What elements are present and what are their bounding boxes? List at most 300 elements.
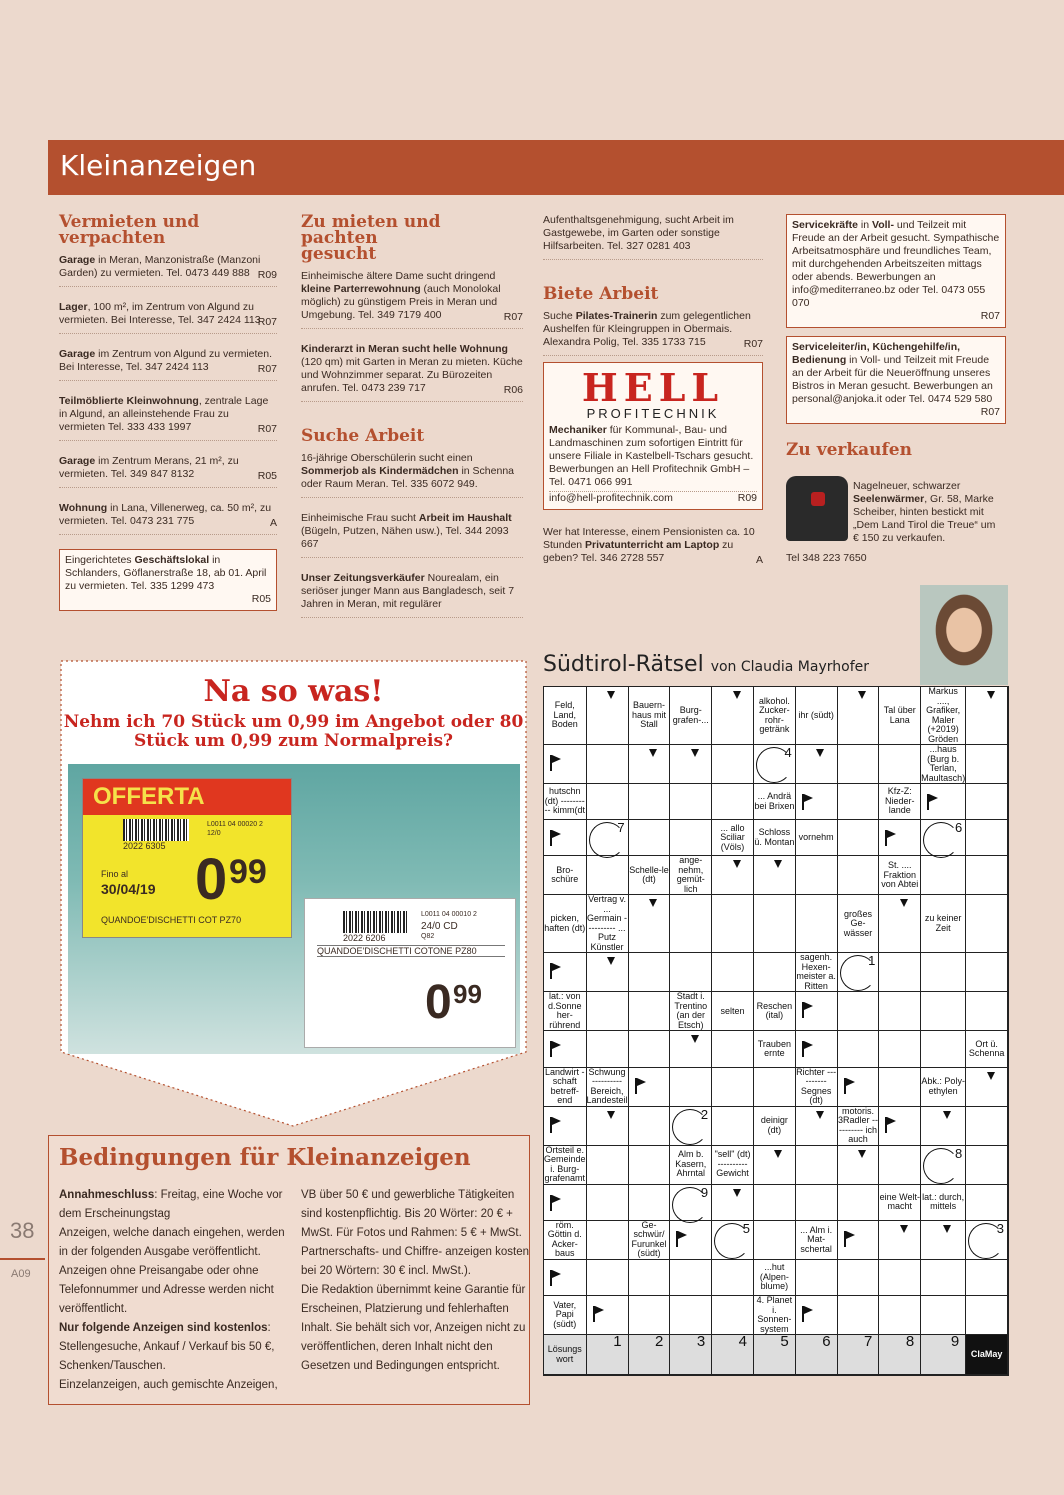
clue-arrow-down[interactable] xyxy=(921,1107,966,1146)
clue-cell xyxy=(544,784,587,820)
ad-code: R07 xyxy=(257,423,277,435)
clue-arrow-right-icon xyxy=(550,755,552,771)
crossword-cell[interactable] xyxy=(754,1068,796,1107)
clue-arrow-right-icon xyxy=(802,1041,804,1057)
classified-ad xyxy=(301,512,523,558)
promo-box xyxy=(60,660,527,1125)
crossword-cell[interactable] xyxy=(838,1221,880,1260)
hell-logo-text: HELL xyxy=(581,365,725,410)
clue-text: ... allo Sciliar (Völs) xyxy=(720,822,745,852)
tag-code: 2022 6305 xyxy=(123,841,166,851)
conditions-paragraph: Die Redaktion übernimmt keine Garantie für Erscheinen, Platzierung und fehlerhaften Inhalt. Sie behält sich vor, Anzeigen nicht zu veröffentlichen, deren Inhalt nicht den Gesetzen und Bedingungen entspricht. xyxy=(301,1284,526,1372)
clue-cell xyxy=(712,1146,754,1185)
crossword-cell[interactable] xyxy=(796,1031,838,1067)
clue-text: Schwung ---------- Bereich, Landesteil xyxy=(586,1066,628,1106)
ad-laptop xyxy=(543,526,763,571)
clue-arrow-down[interactable] xyxy=(838,1146,880,1185)
crossword-cell[interactable] xyxy=(587,784,629,820)
clue-text: picken, haften (dt) xyxy=(544,913,586,933)
crossword-cell[interactable] xyxy=(670,1068,712,1107)
rentals-title: Vermieten und verpachten xyxy=(59,212,200,248)
crossword-cell[interactable] xyxy=(838,745,880,784)
crossword-grid xyxy=(543,686,1009,1376)
clue-arrow-right-icon xyxy=(635,1078,637,1094)
crossword-cell[interactable] xyxy=(966,1296,1008,1335)
offer-tag xyxy=(82,778,292,938)
ad-continued xyxy=(543,214,763,260)
clue-text: Kfz-Z: Nieder-lande xyxy=(885,786,915,816)
ad-text: Nagelneuer, schwarzer xyxy=(853,480,961,492)
crossword-cell[interactable] xyxy=(629,1068,671,1107)
crossword-cell[interactable] xyxy=(629,1107,671,1146)
clue-arrow-down[interactable] xyxy=(796,1107,838,1146)
sale-phone: Tel 348 223 7650 xyxy=(786,552,867,564)
clue-cell xyxy=(838,895,880,953)
clue-cell xyxy=(838,1107,880,1146)
ad-code: R07 xyxy=(743,338,763,350)
crossword-cell[interactable] xyxy=(879,1068,921,1107)
tag-code: 2022 6206 xyxy=(343,933,386,943)
crossword-cell[interactable] xyxy=(629,992,671,1031)
clue-arrow-down[interactable] xyxy=(670,745,712,784)
clue-text: hutschn (dt) ---------- kimm(dt xyxy=(544,786,586,816)
ad-bold: Serviceleiter/in, Küchengehilfe/in, Bedienung xyxy=(792,341,961,366)
clue-text: ihr (südt) xyxy=(798,709,834,720)
ad-text: in Meran, Manzonistraße (Manzoni Garden) zu vermieten. Tel. 0473 449 888 xyxy=(59,254,261,279)
ad-bold: Garage xyxy=(59,254,96,266)
clue-arrow-right-icon xyxy=(885,1117,887,1133)
ad-text: , zentrale Lage in Algund, an alleinstehende Frau zu vermieten Tel. 333 433 1997 xyxy=(59,395,269,433)
tag-fino: Fino al xyxy=(101,869,129,879)
ad-code: R05 xyxy=(257,470,277,482)
crossword-cell[interactable] xyxy=(838,856,880,895)
ad-bold: Garage xyxy=(59,455,96,467)
crossword-cell[interactable] xyxy=(879,1260,921,1296)
hell-logo xyxy=(549,365,757,421)
crossword-cell[interactable] xyxy=(966,820,1008,856)
clue-text: ...haus (Burg b. Terlan, Maultasch) xyxy=(921,744,966,783)
crossword-cell[interactable] xyxy=(754,1185,796,1221)
crossword-cell[interactable] xyxy=(712,1107,754,1146)
clue-text: Markus ...., Grafiker, Maler (+2019) Gröden xyxy=(926,686,961,744)
crossword-cell[interactable] xyxy=(921,856,966,895)
crossword-cell[interactable] xyxy=(544,953,587,992)
crossword-cell[interactable] xyxy=(966,895,1008,953)
classified-ad xyxy=(301,270,523,329)
boxed-ad-bistro xyxy=(786,336,1006,424)
crossword-cell[interactable] xyxy=(587,1031,629,1067)
clue-cell xyxy=(879,687,921,745)
ad-pilates xyxy=(543,310,763,356)
tag-price: 0 xyxy=(195,847,228,912)
clue-text: Stadt i. Trentino (an der Etsch) xyxy=(674,991,708,1030)
clue-text: Feld, Land, Boden xyxy=(551,700,578,730)
crossword-cell[interactable] xyxy=(629,1146,671,1185)
solution-box[interactable]: 1 xyxy=(587,1335,629,1375)
column-services xyxy=(786,214,1006,576)
clue-arrow-down[interactable] xyxy=(587,1107,629,1146)
clue-cell xyxy=(544,1221,587,1260)
clue-cell xyxy=(587,895,629,953)
ad-text: Nourealam, ein seriöser junger Mann aus Bangladesch, seit 7 Jahren in Meran, mit regulärer xyxy=(301,572,515,610)
clue-cell xyxy=(796,687,838,745)
crossword-cell[interactable] xyxy=(544,1031,587,1067)
clue-text: Schloss ü. Montan xyxy=(754,827,795,847)
classified-ad xyxy=(301,452,523,498)
crossword-cell[interactable] xyxy=(921,1260,966,1296)
clue-arrow-down[interactable] xyxy=(629,895,671,953)
crossword-cell[interactable] xyxy=(544,1185,587,1221)
ad-bold: Servicekräfte xyxy=(792,219,858,231)
ad-text: (auch Monolokal möglich) zu günstigem Preis in Meran und Umgebung. Tel. 349 7179 400 xyxy=(301,283,501,321)
crossword-cell[interactable] xyxy=(796,856,838,895)
crossword-cell[interactable] xyxy=(796,992,838,1031)
crossword-cell[interactable] xyxy=(966,1185,1008,1221)
ad-bold: Unser Zeitungsverkäufer xyxy=(301,572,425,584)
ad-text: für Kommunal-, Bau- und Landmaschinen zum sofortigen Eintritt für unsere Filiale in Kastelbell-Tschars gesucht. Bewerbungen an Hell Profitechnik GmbH – Tel. 0471 066 991 xyxy=(549,424,754,488)
crossword-cell[interactable] xyxy=(587,1260,629,1296)
crossword-cell[interactable] xyxy=(879,1296,921,1335)
crossword-cell[interactable] xyxy=(712,1221,754,1260)
puzzle-title xyxy=(543,652,869,677)
crossword-cell[interactable] xyxy=(670,784,712,820)
clue-arrow-down[interactable] xyxy=(754,1146,796,1185)
crossword-cell[interactable] xyxy=(712,895,754,953)
clue-cell xyxy=(712,992,754,1031)
clue-cell xyxy=(921,745,966,784)
crossword-cell[interactable] xyxy=(670,953,712,992)
ad-code: R05 xyxy=(251,593,271,605)
crossword-cell[interactable] xyxy=(879,1031,921,1067)
hell-email[interactable]: info@hell-profitechnik.com xyxy=(549,492,673,504)
clue-arrow-down[interactable] xyxy=(838,687,880,745)
clue-text: lat.: durch, mittels xyxy=(922,1191,965,1212)
section-title: Kleinanzeigen xyxy=(60,149,257,182)
crossword-cell[interactable] xyxy=(796,784,838,820)
clue-cell xyxy=(670,992,712,1031)
crossword-cell[interactable] xyxy=(796,1296,838,1335)
crossword-cell[interactable] xyxy=(966,1146,1008,1185)
crossword-cell[interactable] xyxy=(838,1068,880,1107)
boxed-ad-shop xyxy=(59,549,277,611)
clue-text: Reschen (ital) xyxy=(756,1000,793,1021)
crossword-cell[interactable] xyxy=(921,784,966,820)
crossword-cell[interactable] xyxy=(544,1107,587,1146)
clue-arrow-right-icon xyxy=(593,1306,595,1322)
clue-arrow-down[interactable] xyxy=(921,1221,966,1260)
crossword-cell[interactable] xyxy=(838,992,880,1031)
conditions-text: Anzeigen, welche danach eingehen, werden in der folgenden Ausgabe veröffentlicht. Anzeigen ohne Preisangabe oder ohne Telefonnummer und Adresse werden nicht veröffentlicht. xyxy=(59,1227,285,1315)
crossword-cell[interactable] xyxy=(838,953,880,992)
crossword-cell[interactable] xyxy=(629,1185,671,1221)
crossword-cell[interactable] xyxy=(838,1185,880,1221)
price-tags-photo xyxy=(68,764,520,1054)
clue-arrow-down[interactable] xyxy=(754,856,796,895)
crossword-cell[interactable] xyxy=(544,820,587,856)
promo-subtitle: Nehm ich 70 Stück um 0,99 im Angebot oder 80 Stück um 0,99 zum Normalpreis? xyxy=(63,712,524,751)
crossword-cell[interactable] xyxy=(670,895,712,953)
ad-bold: Sommerjob als Kindermädchen xyxy=(301,465,459,477)
ad-text: Wer hat Interesse, einem Pensionisten ca. 10 Stunden xyxy=(543,526,755,551)
clue-cell xyxy=(544,992,587,1031)
crossword-cell[interactable] xyxy=(879,1107,921,1146)
ad-text: zum gelegentlichen Aushelfen für Kleingruppen in Obermais. Alexandra Polig, Tel. 335 1733 715 xyxy=(543,310,751,348)
conditions-paragraph xyxy=(59,1224,287,1319)
crossword-cell[interactable] xyxy=(879,1146,921,1185)
clue-arrow-down[interactable] xyxy=(670,1031,712,1067)
clue-arrow-down[interactable] xyxy=(966,1068,1008,1107)
crossword-cell[interactable] xyxy=(966,1107,1008,1146)
crossword-cell[interactable] xyxy=(838,1031,880,1067)
tag-ref2: Q82 xyxy=(421,933,435,940)
crossword-cell[interactable] xyxy=(544,1260,587,1296)
tag-product: QUANDOE'DISCHETTI COT PZ70 xyxy=(101,915,242,925)
puzzle-title-text: Südtirol-Rätsel xyxy=(543,652,704,677)
conditions-box xyxy=(48,1135,530,1405)
crossword-cell[interactable] xyxy=(838,1296,880,1335)
page-divider xyxy=(0,1258,45,1260)
clue-text: Landwirt -schaft betreff-end xyxy=(545,1066,585,1106)
ad-code: A xyxy=(755,554,763,566)
clue-cell xyxy=(544,1068,587,1107)
clue-text: Vater, Papi (südt) xyxy=(553,1299,577,1329)
ad-text: , Gr. 58, Marke Scheiber, hinten bestickt mit „Dem Land Tirol die Treue“ um € 150 zu verkaufen. xyxy=(853,493,996,544)
crossword-cell[interactable] xyxy=(966,784,1008,820)
ad-bold: Arbeit im Haushalt xyxy=(418,512,512,524)
crossword-cell[interactable] xyxy=(587,745,629,784)
clue-cell xyxy=(879,1185,921,1221)
crossword-cell[interactable] xyxy=(712,1296,754,1335)
column-rentals xyxy=(59,214,277,619)
clue-arrow-down[interactable] xyxy=(587,953,629,992)
normal-tag xyxy=(304,898,516,1048)
clue-cell xyxy=(544,687,587,745)
clue-arrow-down[interactable] xyxy=(879,895,921,953)
ad-code: R06 xyxy=(503,384,523,396)
ad-text: Einheimische ältere Dame sucht dringend xyxy=(301,270,496,282)
classified-ad xyxy=(59,395,277,441)
clue-arrow-right-icon xyxy=(550,963,552,979)
solution-box[interactable]: 9 xyxy=(921,1335,966,1375)
crossword-cell[interactable] xyxy=(712,1031,754,1067)
crossword-cell[interactable] xyxy=(921,1146,966,1185)
clue-cell xyxy=(796,953,838,992)
crossword-cell[interactable] xyxy=(966,1221,1008,1260)
crossword-cell[interactable] xyxy=(712,784,754,820)
clue-text: Ge-schwür/ Furunkel (südt) xyxy=(631,1219,667,1259)
crossword-cell[interactable] xyxy=(838,820,880,856)
jobsearch-title: Suche Arbeit xyxy=(301,426,425,446)
crossword-cell[interactable] xyxy=(712,1260,754,1296)
crossword-cell[interactable] xyxy=(587,1296,629,1335)
crossword-cell[interactable] xyxy=(921,1296,966,1335)
clue-text: ...hut (Alpen-blume) xyxy=(759,1262,789,1292)
solution-number: 4 xyxy=(784,745,792,760)
clue-text: Tal über Lana xyxy=(883,705,916,725)
classified-ad xyxy=(59,502,277,535)
crossword-cell[interactable] xyxy=(754,895,796,953)
ad-text: Suche xyxy=(543,310,576,322)
clue-text: lat.: von d.Sonne her-rührend xyxy=(548,991,582,1030)
sale-ad xyxy=(786,466,1006,576)
crossword-cell[interactable] xyxy=(670,1221,712,1260)
crossword-cell[interactable] xyxy=(712,745,754,784)
crossword-cell[interactable] xyxy=(587,1185,629,1221)
ad-text: in Voll- und Teilzeit mit Freude an der Arbeit für die Neueröffnung unseres Bistros in Meran gesucht. Bewerbungen an personal@anjoka.it oder Tel. 0474 529 580 xyxy=(792,354,993,405)
crossword-cell[interactable] xyxy=(629,820,671,856)
crossword-cell[interactable] xyxy=(796,1146,838,1185)
tag-size: 24/0 CD xyxy=(421,921,458,932)
clue-arrow-down[interactable] xyxy=(879,1221,921,1260)
barcode-icon xyxy=(123,819,189,841)
solution-box[interactable]: 4 xyxy=(712,1335,754,1375)
conditions-right xyxy=(301,1186,529,1376)
crossword-cell[interactable] xyxy=(796,1185,838,1221)
clue-cell xyxy=(921,895,966,953)
clue-arrow-right-icon xyxy=(550,1195,552,1211)
clue-arrow-right-icon xyxy=(802,1306,804,1322)
solution-box[interactable]: 8 xyxy=(879,1335,921,1375)
clue-arrow-right-icon xyxy=(550,830,552,846)
crossword-cell[interactable] xyxy=(879,992,921,1031)
crossword-cell[interactable] xyxy=(587,1221,629,1260)
crossword-cell[interactable] xyxy=(879,953,921,992)
clue-arrow-down[interactable] xyxy=(712,856,754,895)
crossword-cell[interactable] xyxy=(921,953,966,992)
crossword-cell[interactable] xyxy=(587,992,629,1031)
clue-arrow-down[interactable] xyxy=(712,687,754,745)
clue-arrow-down[interactable] xyxy=(587,687,629,745)
crossword-cell[interactable] xyxy=(966,856,1008,895)
clue-arrow-down[interactable] xyxy=(796,745,838,784)
promo-title: Na so was! xyxy=(203,674,384,709)
conditions-left xyxy=(59,1186,287,1395)
crossword-cell[interactable] xyxy=(587,1146,629,1185)
crossword-cell[interactable] xyxy=(838,784,880,820)
crossword-cell[interactable] xyxy=(712,953,754,992)
clue-text: St. .... Fraktion von Abtei xyxy=(881,860,919,890)
crossword-cell[interactable] xyxy=(796,895,838,953)
solution-number: 8 xyxy=(954,1145,963,1161)
tag-ref: L0011 04 00020 2 xyxy=(207,821,263,828)
crossword-cell[interactable] xyxy=(966,745,1008,784)
crossword-cell[interactable] xyxy=(754,745,796,784)
clue-text: Richter ---------- Segnes (dt) xyxy=(796,1066,837,1106)
clue-arrow-right-icon xyxy=(550,1117,552,1133)
classified-ad xyxy=(59,455,277,488)
classified-ad xyxy=(301,572,523,618)
conditions-paragraph: VB über 50 € und gewerbliche Tätigkeiten sind kostenpflichtig. Bis 20 Wörter: 20 € + MwSt. Für Fotos und Rahmen: 5 € + MwSt. Partnerschafts- und Chiffre- anzeigen kosten bei 20 Wörtern: 30 € incl. MwSt.). xyxy=(301,1189,529,1277)
crossword-cell[interactable] xyxy=(921,1031,966,1067)
clue-arrow-down[interactable] xyxy=(629,745,671,784)
clue-text: röm. Göttin d. Acker-baus xyxy=(547,1219,582,1259)
clue-arrow-down[interactable] xyxy=(966,687,1008,745)
solution-box[interactable]: 7 xyxy=(838,1335,880,1375)
tag-product: QUANDOE'DISCHETTI COTONE PZ80 xyxy=(317,945,505,957)
crossword-cell[interactable] xyxy=(921,992,966,1031)
clue-arrow-right-icon xyxy=(802,1002,804,1018)
clue-text: ange-nehm, gemüt-lich xyxy=(676,855,705,894)
crossword-cell[interactable] xyxy=(879,745,921,784)
solution-box[interactable]: 6 xyxy=(796,1335,838,1375)
conditions-text: Einzelanzeigen, auch gemischte Anzeigen, xyxy=(59,1379,278,1391)
crossword-cell[interactable] xyxy=(670,1260,712,1296)
ad-bold: Geschäftslokal xyxy=(134,554,210,566)
ad-code: A xyxy=(269,517,277,529)
classified-ad xyxy=(59,348,277,381)
solution-number: 9 xyxy=(700,1184,709,1200)
crossword-cell[interactable] xyxy=(712,1068,754,1107)
solution-box[interactable]: 3 xyxy=(670,1335,712,1375)
clue-arrow-down[interactable] xyxy=(712,1185,754,1221)
crossword-cell[interactable] xyxy=(544,745,587,784)
clue-text: vornehm xyxy=(798,832,834,843)
clue-cell xyxy=(754,1107,796,1146)
clue-cell xyxy=(966,1031,1008,1067)
clue-cell xyxy=(754,784,796,820)
crossword-cell[interactable] xyxy=(629,784,671,820)
ad-bold: Wohnung xyxy=(59,502,108,514)
section-header xyxy=(48,140,1064,195)
ad-text: (120 qm) mit Garten in Meran zu mieten. Küche und Wohnzimmer separat. Zu Bürozeiten anrufen. Tel. 0473 239 717 xyxy=(301,356,523,394)
crossword-cell[interactable] xyxy=(966,992,1008,1031)
crossword-cell[interactable] xyxy=(754,953,796,992)
crossword-cell[interactable] xyxy=(838,1260,880,1296)
clue-cell xyxy=(921,1068,966,1107)
crossword-cell[interactable] xyxy=(629,1031,671,1067)
solution-number: 2 xyxy=(700,1106,709,1122)
ad-code: R07 xyxy=(257,316,277,328)
clue-arrow-right-icon xyxy=(550,1041,552,1057)
crossword-cell[interactable] xyxy=(629,1296,671,1335)
tag-cents: 99 xyxy=(453,979,482,1009)
crossword-cell[interactable] xyxy=(587,856,629,895)
crossword-cell[interactable] xyxy=(754,1221,796,1260)
clue-arrow-right-icon xyxy=(927,794,929,810)
solution-number: 1 xyxy=(868,953,876,969)
clue-cell xyxy=(712,820,754,856)
ad-bold: Voll- xyxy=(871,219,894,231)
clue-cell xyxy=(921,687,966,745)
sale-title: Zu verkaufen xyxy=(786,440,912,460)
crossword-cell[interactable] xyxy=(796,1260,838,1296)
crossword-cell[interactable] xyxy=(966,953,1008,992)
clue-text: Schelle-le (dt) xyxy=(629,864,669,885)
ad-code: R07 xyxy=(503,311,523,323)
page-code: A09 xyxy=(11,1268,31,1280)
conditions-text: : Stellengesuche, Ankauf / Verkauf bis 50 €, Schenken/Tauschen. xyxy=(59,1322,275,1372)
ad-bold: Seelenwärmer xyxy=(853,493,925,505)
crossword-cell[interactable] xyxy=(921,820,966,856)
ad-text: (Bügeln, Putzen, Nähen usw.), Tel. 344 2093 667 xyxy=(301,525,509,550)
solution-box[interactable]: 2 xyxy=(629,1335,671,1375)
ad-code: R07 xyxy=(980,310,1000,322)
ad-text: in Schlanders, Göflanerstraße 18, ab 01. April zu vermieten. Tel. 335 1299 473 xyxy=(65,554,267,592)
crossword-cell[interactable] xyxy=(670,1296,712,1335)
conditions-paragraph xyxy=(59,1319,287,1376)
crossword-cell[interactable] xyxy=(670,820,712,856)
crossword-cell[interactable] xyxy=(670,1107,712,1146)
crossword-cell[interactable] xyxy=(629,1260,671,1296)
crossword-cell[interactable] xyxy=(879,820,921,856)
conditions-bold: Annahmeschluss xyxy=(59,1189,155,1201)
crossword-cell[interactable] xyxy=(670,1185,712,1221)
crossword-cell[interactable] xyxy=(629,953,671,992)
solution-box[interactable]: 5 xyxy=(754,1335,796,1375)
crossword-cell[interactable] xyxy=(966,1260,1008,1296)
crossword-cell[interactable] xyxy=(587,820,629,856)
offer-band: OFFERTA xyxy=(83,779,291,815)
